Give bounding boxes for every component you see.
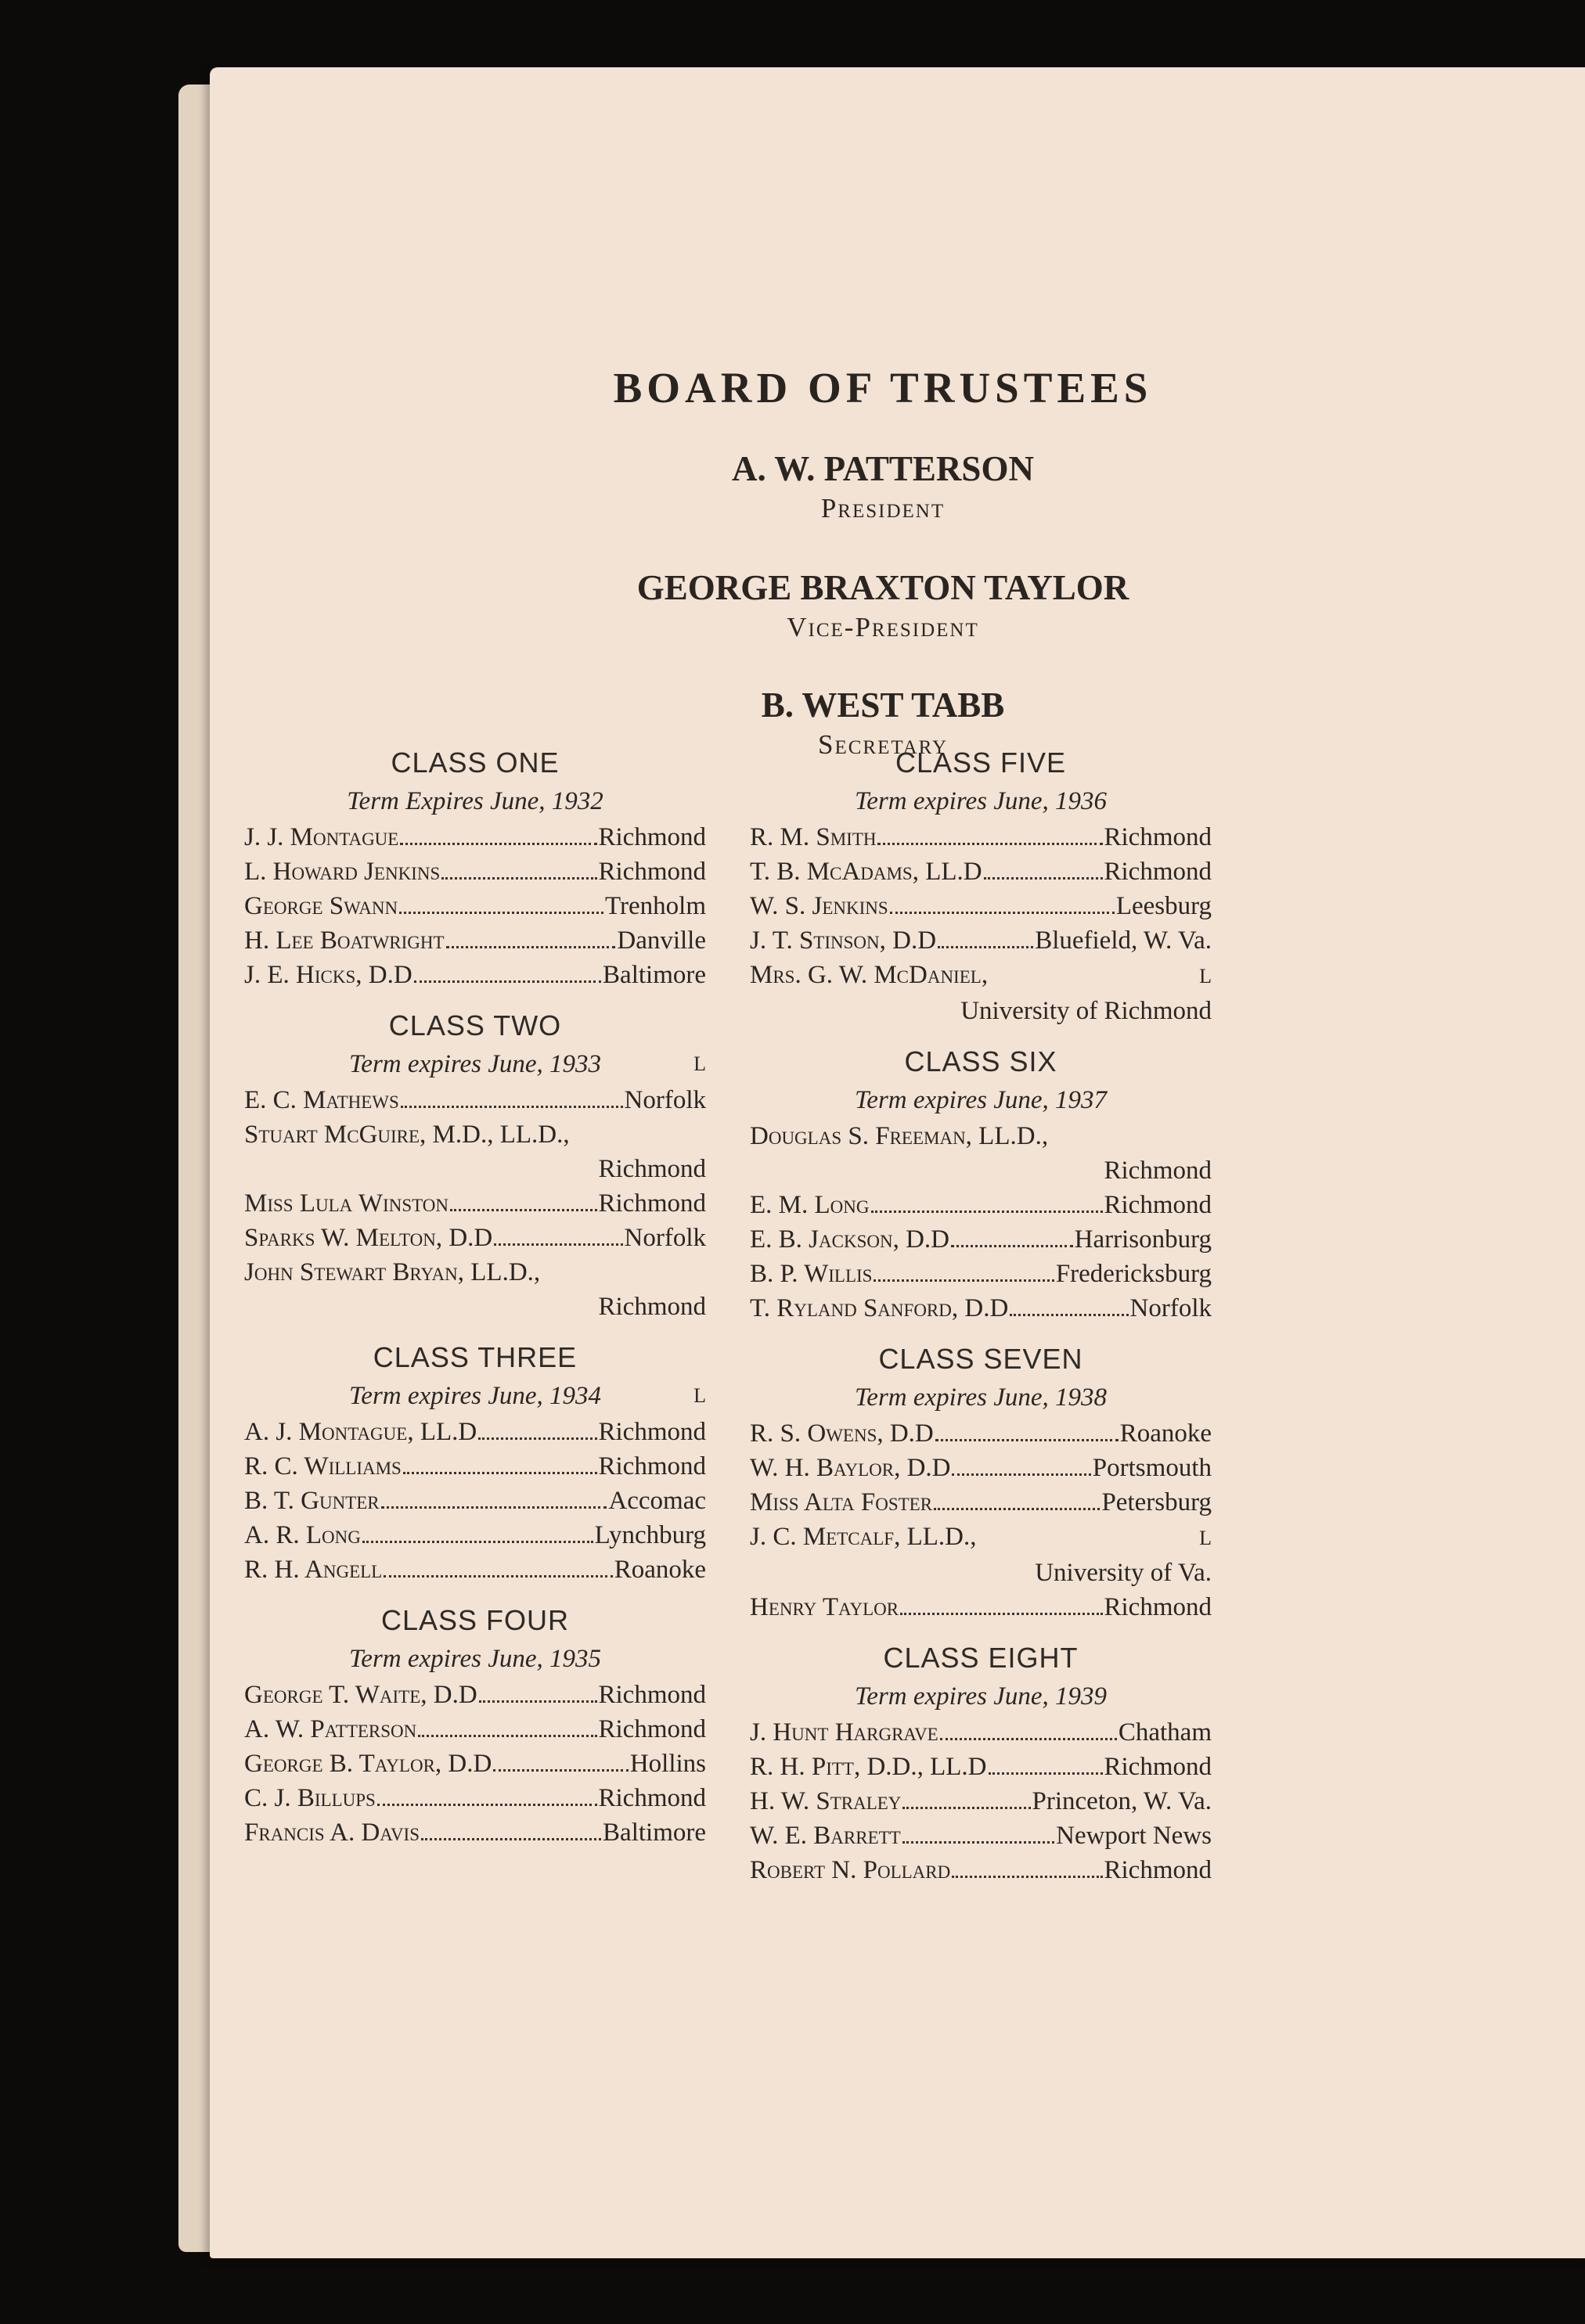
leader-dots — [989, 1772, 1103, 1775]
class-block — [750, 1639, 1212, 1887]
officer-role: President — [820, 493, 946, 523]
trustee-place: University of Va. — [1035, 1559, 1212, 1587]
term-text: Term expires June, 1936 — [854, 787, 1107, 815]
leader-dots — [900, 1613, 1102, 1615]
trustee-row — [244, 1484, 706, 1518]
trustee-row — [244, 1186, 706, 1221]
trustee-row — [244, 1221, 706, 1255]
trustee-name: T. B. McAdams, LL.D — [750, 858, 982, 886]
leader-dots — [493, 1769, 628, 1772]
leader-dots — [938, 946, 1033, 948]
trustee-row — [244, 889, 706, 923]
term-expires — [750, 1081, 1212, 1119]
trustee-place: Newport News — [1056, 1822, 1212, 1850]
class-title: CLASS FIVE — [895, 746, 1067, 779]
officer-name: B. WEST TABB — [761, 685, 1005, 725]
life-mark: L — [693, 1052, 706, 1075]
trustee-name: George T. Waite, D.D — [244, 1681, 477, 1709]
trustee-name: A. J. Montague, LL.D — [244, 1418, 477, 1446]
trustee-name: W. S. Jenkins — [750, 892, 888, 920]
term-expires — [244, 1377, 706, 1415]
class-block — [750, 1042, 1212, 1326]
term-expires — [244, 1640, 706, 1678]
trustee-name: E. C. Mathews — [244, 1086, 399, 1114]
class-block — [750, 743, 1212, 1028]
trustee-row — [244, 820, 706, 854]
trustee-name: A. R. Long — [244, 1521, 361, 1549]
trustee-row — [750, 889, 1212, 923]
trustee-place: University of Richmond — [960, 997, 1212, 1025]
trustee-row — [750, 1590, 1212, 1624]
trustee-row — [750, 854, 1212, 889]
leader-dots — [902, 1841, 1054, 1844]
trustee-row — [750, 1451, 1212, 1485]
trustee-place: Norfolk — [624, 1086, 706, 1114]
trustee-place: Baltimore — [603, 1819, 706, 1847]
trustee-row — [750, 820, 1212, 854]
class-title: CLASS TWO — [388, 1009, 562, 1041]
trustee-row — [244, 1678, 706, 1712]
trustee-name: Miss Alta Foster — [750, 1488, 933, 1516]
leader-dots — [384, 1575, 612, 1578]
life-mark: L — [1199, 965, 1212, 988]
trustee-place: Richmond — [598, 1189, 706, 1218]
trustee-place: Accomac — [608, 1487, 706, 1515]
trustee-row — [244, 958, 706, 992]
trustee-column-right — [750, 743, 1212, 1901]
trustee-name: H. Lee Boatwright — [244, 926, 445, 955]
leader-dots — [478, 1437, 596, 1440]
trustee-row — [244, 1449, 706, 1484]
trustee-place: Danville — [617, 926, 706, 955]
trustee-name: B. P. Willis — [750, 1260, 873, 1288]
class-title: CLASS SIX — [904, 1045, 1057, 1077]
term-text: Term expires June, 1938 — [854, 1383, 1107, 1412]
trustee-row — [750, 1291, 1212, 1326]
trustee-name: Henry Taylor — [750, 1593, 899, 1621]
leader-dots — [450, 1209, 597, 1211]
trustee-row — [750, 1784, 1212, 1819]
trustee-name: E. B. Jackson, D.D — [750, 1225, 949, 1254]
class-title: CLASS FOUR — [380, 1604, 570, 1636]
trustee-place: Trenholm — [605, 892, 706, 920]
term-text: Term expires June, 1939 — [854, 1682, 1107, 1711]
trustee-row — [244, 1712, 706, 1747]
trustee-row — [750, 958, 1212, 994]
term-expires — [750, 1678, 1212, 1715]
trustee-name: H. W. Straley — [750, 1787, 902, 1815]
trustee-row — [244, 1117, 706, 1152]
leader-dots — [984, 877, 1103, 880]
trustee-place: Hollins — [629, 1750, 706, 1778]
trustee-place: Richmond — [598, 823, 706, 851]
trustee-name: Sparks W. Melton, D.D — [244, 1224, 493, 1252]
trustee-place: Baltimore — [603, 961, 706, 989]
trustee-place: Roanoke — [614, 1556, 706, 1584]
leader-dots — [377, 1804, 597, 1806]
trustee-name: R. M. Smith — [750, 823, 877, 851]
trustee-row — [750, 1819, 1212, 1853]
trustee-place: Richmond — [1104, 1753, 1212, 1781]
trustee-place: Richmond — [1104, 823, 1212, 851]
officer-role: Vice-President — [787, 612, 979, 642]
trustee-place: Richmond — [598, 1784, 706, 1812]
trustee-row — [750, 1222, 1212, 1257]
leader-dots — [400, 843, 596, 845]
trustee-row — [750, 1853, 1212, 1887]
trustee-name: J. J. Montague — [244, 823, 399, 851]
trustee-name: Miss Lula Winston — [244, 1189, 448, 1218]
term-expires — [244, 1045, 706, 1083]
trustee-place: Leesburg — [1115, 892, 1212, 920]
trustee-row — [244, 1552, 706, 1587]
trustee-row — [750, 1750, 1212, 1784]
term-text: Term Expires June, 1932 — [347, 787, 603, 815]
trustee-name: R. H. Pitt, D.D., LL.D — [750, 1753, 987, 1781]
trustee-name: W. H. Baylor, D.D — [750, 1454, 951, 1482]
trustee-row — [750, 1416, 1212, 1451]
term-text: Term expires June, 1933 — [348, 1050, 601, 1078]
trustee-row — [244, 1415, 706, 1449]
trustee-name: Mrs. G. W. McDaniel, — [750, 961, 989, 989]
leader-dots — [381, 1506, 607, 1509]
trustee-place: Princeton, W. Va. — [1032, 1787, 1212, 1815]
trustee-row — [244, 1083, 706, 1117]
leader-dots — [874, 1279, 1054, 1282]
trustee-name: C. J. Billups — [244, 1784, 376, 1812]
term-text: Term expires June, 1934 — [348, 1382, 601, 1410]
trustee-place: Harrisonburg — [1074, 1225, 1212, 1254]
officer-name: GEORGE BRAXTON TAYLOR — [636, 568, 1129, 607]
trustee-place: Portsmouth — [1092, 1454, 1212, 1482]
trustee-row — [244, 1518, 706, 1552]
trustee-name: T. Ryland Sanford, D.D — [750, 1294, 1009, 1322]
class-title: CLASS SEVEN — [878, 1343, 1083, 1375]
life-mark: L — [693, 1384, 706, 1407]
leader-dots — [414, 980, 601, 983]
trustee-place: Fredericksburg — [1055, 1260, 1212, 1288]
leader-dots — [401, 1106, 623, 1108]
leader-dots — [399, 912, 603, 914]
term-expires — [750, 1379, 1212, 1416]
class-title: CLASS EIGHT — [883, 1642, 1079, 1674]
trustee-place: Petersburg — [1101, 1488, 1212, 1516]
class-block — [244, 1338, 706, 1587]
trustee-place: Richmond — [598, 1715, 706, 1743]
trustee-name: J. C. Metcalf, LL.D., — [750, 1523, 977, 1551]
trustee-row — [244, 1815, 706, 1850]
class-block — [750, 1340, 1212, 1624]
trustee-place: Richmond — [598, 1452, 706, 1480]
leader-dots — [1010, 1314, 1128, 1316]
trustee-name: E. M. Long — [750, 1191, 870, 1219]
term-expires — [244, 782, 706, 820]
class-title: CLASS THREE — [373, 1341, 578, 1373]
leader-dots — [421, 1838, 601, 1840]
class-block — [244, 743, 706, 992]
trustee-place: Richmond — [1104, 1856, 1212, 1884]
trustee-place: Richmond — [598, 1155, 706, 1183]
trustee-place: Richmond — [598, 1293, 706, 1321]
trustee-place: Norfolk — [1129, 1294, 1212, 1322]
leader-dots — [403, 1472, 597, 1474]
trustee-row — [750, 1188, 1212, 1222]
life-mark: L — [1199, 1527, 1212, 1549]
page-title: BOARD OF TRUSTEES — [613, 364, 1153, 412]
trustee-place: Richmond — [598, 858, 706, 886]
trustee-row — [750, 1485, 1212, 1520]
class-block — [244, 1601, 706, 1850]
trustee-row — [750, 923, 1212, 958]
trustee-place: Norfolk — [624, 1224, 706, 1252]
trustee-name: A. W. Patterson — [244, 1715, 417, 1743]
leader-dots — [890, 912, 1115, 914]
trustee-row — [244, 1255, 706, 1290]
leader-dots — [441, 877, 596, 880]
trustee-place: Richmond — [1104, 1593, 1212, 1621]
trustee-row — [750, 1119, 1212, 1153]
trustee-row — [750, 1520, 1212, 1556]
trustee-place: Richmond — [598, 1418, 706, 1446]
trustee-row — [244, 1781, 706, 1815]
trustee-name: Stuart McGuire, M.D., LL.D., — [244, 1121, 570, 1149]
officer-vice-president — [210, 566, 1556, 646]
trustee-row — [244, 854, 706, 889]
leader-dots — [494, 1243, 622, 1246]
officer-name: A. W. PATTERSON — [732, 449, 1034, 488]
leader-dots — [871, 1211, 1103, 1213]
class-block — [244, 1006, 706, 1324]
trustee-place: Richmond — [598, 1681, 706, 1709]
leader-dots — [935, 1439, 1119, 1441]
trustee-name: W. E. Barrett — [750, 1822, 901, 1850]
trustee-name: J. Hunt Hargrave — [750, 1718, 938, 1747]
trustee-name: R. H. Angell — [244, 1556, 383, 1584]
trustee-name: L. Howard Jenkins — [244, 858, 441, 886]
term-text: Term expires June, 1935 — [348, 1645, 601, 1673]
leader-dots — [418, 1735, 596, 1737]
trustee-place: Richmond — [1104, 1157, 1212, 1185]
leader-dots — [952, 1473, 1090, 1476]
trustee-name: J. E. Hicks, D.D — [244, 961, 412, 989]
trustee-place: Bluefield, W. Va. — [1035, 926, 1212, 955]
officer-president — [210, 447, 1556, 527]
leader-dots — [902, 1807, 1030, 1809]
trustee-row — [244, 1747, 706, 1781]
trustee-name: B. T. Gunter — [244, 1487, 380, 1515]
trustee-name: J. T. Stinson, D.D — [750, 926, 937, 955]
trustee-name: Douglas S. Freeman, LL.D., — [750, 1122, 1049, 1150]
leader-dots — [952, 1876, 1102, 1878]
trustee-row — [750, 1257, 1212, 1291]
trustee-name: George Swann — [244, 892, 398, 920]
trustee-row — [750, 1715, 1212, 1750]
trustee-name: R. C. Williams — [244, 1452, 402, 1480]
officer-role: Secretary — [817, 729, 949, 760]
term-expires — [750, 782, 1212, 820]
trustee-place: Lynchburg — [594, 1521, 706, 1549]
trustee-place: Roanoke — [1119, 1419, 1212, 1448]
term-text: Term expires June, 1937 — [854, 1086, 1107, 1114]
leader-dots — [877, 843, 1102, 845]
leader-dots — [940, 1738, 1117, 1740]
leader-dots — [446, 946, 616, 948]
trustee-place: Richmond — [1104, 1191, 1212, 1219]
trustee-name: Robert N. Pollard — [750, 1856, 951, 1884]
trustee-name: Francis A. Davis — [244, 1819, 420, 1847]
trustee-column-left — [244, 743, 706, 1864]
leader-dots — [934, 1508, 1100, 1510]
leader-dots — [951, 1245, 1073, 1247]
trustee-row — [244, 923, 706, 958]
trustee-place: Chatham — [1118, 1718, 1212, 1747]
trustee-name: John Stewart Bryan, LL.D., — [244, 1258, 541, 1286]
trustee-name: George B. Taylor, D.D — [244, 1750, 492, 1778]
trustee-place: Richmond — [1104, 858, 1212, 886]
class-title: CLASS ONE — [391, 746, 560, 779]
leader-dots — [362, 1541, 593, 1543]
trustee-name: R. S. Owens, D.D — [750, 1419, 934, 1448]
leader-dots — [479, 1700, 597, 1703]
